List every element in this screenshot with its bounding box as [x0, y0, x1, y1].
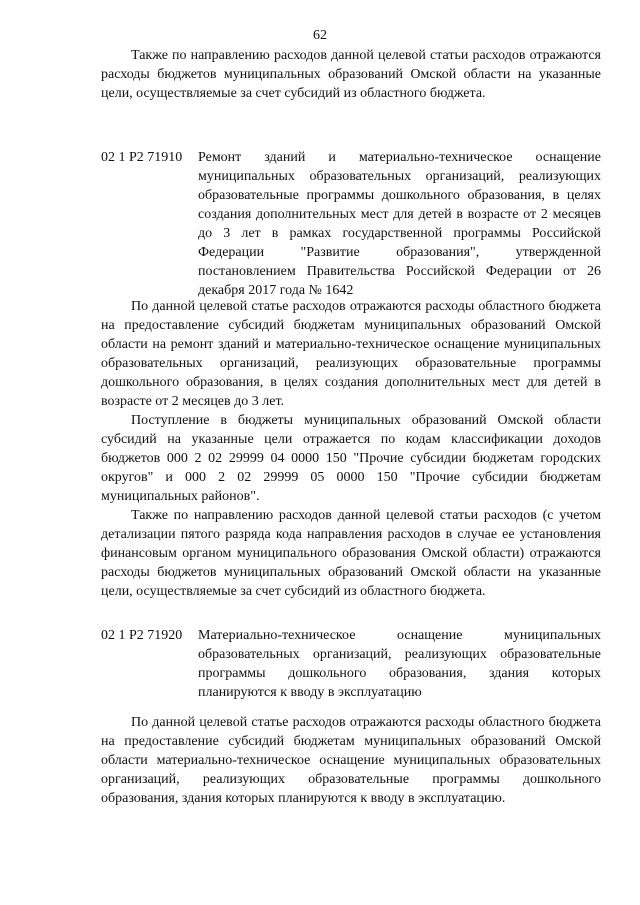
entry-code: 02 1 P2 71910: [101, 150, 183, 165]
intro-paragraph: Также по направлению расходов данной целевой статьи расходов отражаются расходы бюджетов муниципальных образований Омской области на указанные цели, осуществляемые за счет субсидий из областного бюджета.: [101, 48, 601, 101]
entry-title: Материально-техническое оснащение муниципальных образовательных организаций, реализующих образовательные программы дошкольного образования, здания которых планируются к вводу в эксплуатацию: [198, 628, 601, 700]
entry-code: 02 1 P2 71920: [101, 628, 183, 643]
page-number: 62: [313, 28, 327, 43]
entry-title: Ремонт зданий и материально-техническое оснащение муниципальных образовательных организаций, реализующих образовательные программы дошкольного образования, в целях создания дополнительных мест для детей в возрасте от 2 месяцев до 3 лет в рамках государственной программы Российской Федерации "Развитие образования", утвержденной постановлением Правительства Российской Федерации от 26 декабря 2017 года № 1642: [198, 150, 601, 298]
body-paragraph: Также по направлению расходов данной целевой статьи расходов (с учетом детализации пятого разряда кода направления расходов в случае ее установления финансовым органом муниципального образования Омской области) отражаются расходы бюджетов муниципальных образований Омской области на указанные цели, осуществляемые за счет субсидий из областного бюджета.: [101, 508, 601, 599]
body-paragraph: Поступление в бюджеты муниципальных образований Омской области субсидий на указанные цели отражается по кодам классификации доходов бюджетов 000 2 02 29999 04 0000 150 "Прочие субсидии бюджетам городских округов" и 000 2 02 29999 05 0000 150 "Прочие субсидии бюджетам муниципальных районов".: [101, 413, 601, 504]
body-paragraph: По данной целевой статье расходов отражаются расходы областного бюджета на предоставление субсидий бюджетам муниципальных образований Омской области материально-техническое оснащение муниципальных образовательных организаций, реализующих образовательные программы дошкольного образования, здания которых планируются к вводу в эксплуатацию.: [101, 715, 601, 806]
body-paragraph: По данной целевой статье расходов отражаются расходы областного бюджета на предоставление субсидий бюджетам муниципальных образований Омской области на ремонт зданий и материально-техническое оснащение муниципальных образовательных организаций, реализующих образовательные программы дошкольного образования, в целях создания дополнительных мест для детей в возрасте от 2 месяцев до 3 лет.: [101, 299, 601, 409]
